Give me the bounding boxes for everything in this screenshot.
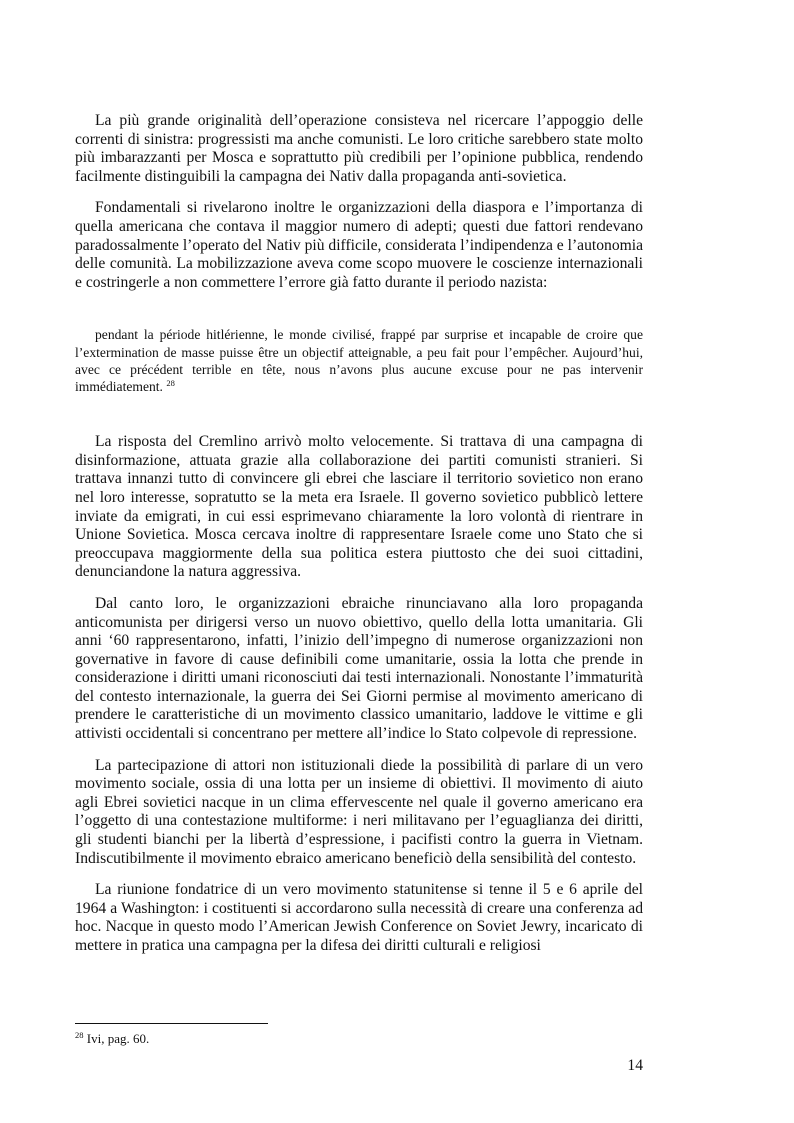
paragraph-4: Dal canto loro, le organizzazioni ebraiche rinunciavano alla loro propaganda anticomunista per dirigersi verso un nuovo obiettivo, quello della lotta umanitaria. Gli anni ‘60 rappresentarono, infatti, l’inizio dell’impegno di numerose organizzazioni non governative in favore di cause definibili come umanitarie, ossia la lotta che prende in considerazione i diritti umani riconosciuti dai testi internazionali. Nonostante l’immaturità del contesto internazionale, la guerra dei Sei Giorni permise al movimento americano di prendere le caratteristiche di un movimento classico umanitario, laddove le vittime e gli attivisti occidentali si concentrano per mettere all’indice lo Stato colpevole di repressione. <box>75 594 643 743</box>
quote-text: pendant la période hitlérienne, le monde civilisé, frappé par surprise et incapable de croire que l’extermination de masse puisse être un objectif atteignable, a peu fait pour l’empêcher. Aujourd’hui, avec ce précédent terrible en tête, nous n’avons plus aucune excuse pour ne pas intervenir immédiatement. <box>75 327 643 394</box>
paragraph-2: Fondamentali si rivelarono inoltre le organizzazioni della diaspora e l’importanza di quella americana che contava il maggior numero di adepti; questi due fattori rendevano paradossalmente l’operato del Nativ più difficile, considerata l’indipendenza e l’autonomia delle comunità. La mobilizzazione aveva come scopo muovere le coscienze internazionali e costringerle a non commettere l’errore già fatto durante il periodo nazista: <box>75 199 643 291</box>
page-body <box>75 112 643 969</box>
footnote-reference[interactable]: 28 <box>166 377 175 388</box>
paragraph-1: La più grande originalità dell’operazione consisteva nel ricercare l’appoggio delle correnti di sinistra: progressisti ma anche comunisti. Le loro critiche sarebbero state molto più imbarazzanti per Mosca e soprattutto più credibili per l’opinione pubblica, rendendo facilmente distinguibili la campagna dei Nativ dalla propaganda anti-sovietica. <box>75 112 643 185</box>
paragraph-6: La riunione fondatrice di un vero movimento statunitense si tenne il 5 e 6 aprile del 1964 a Washington: i costituenti si accordarono sulla necessità di creare una conferenza ad hoc. Nacque in questo modo l’American Jewish Conference on Soviet Jewry, incaricato di mettere in pratica una campagna per la difesa dei diritti culturali e religiosi <box>75 881 643 954</box>
page-number: 14 <box>627 1057 643 1074</box>
footnote-separator <box>75 1023 268 1024</box>
footnote-number: 28 <box>75 1030 84 1040</box>
paragraph-3: La risposta del Cremlino arrivò molto velocemente. Si trattava di una campagna di disinformazione, attuata grazie alla collaborazione dei partiti comunisti stranieri. Si trattava innanzi tutto di convincere gli ebrei che lasciare il territorio sovietico non erano nel loro interesse, sopratutto se la meta era Israele. Il governo sovietico pubblicò lettere inviate da emigrati, in cui essi esprimevano chiaramente la loro volontà di rientrare in Unione Sovietica. Mosca cercava inoltre di rappresentare Israele come uno Stato che si preoccupava maggiormente della sua politica estera piuttosto che dei suoi cittadini, denunciandone la natura aggressiva. <box>75 433 643 581</box>
paragraph-5: La partecipazione di attori non istituzionali diede la possibilità di parlare di un vero movimento sociale, ossia di una lotta per un insieme di obiettivi. Il movimento di aiuto agli Ebrei sovietici nacque in un clima effervescente nel quale il governo americano era l’oggetto di una contestazione multiforme: i neri militavano per l’eguaglianza dei diritti, gli studenti bianchi per la libertà d’espressione, i pacifisti contro la guerra in Vietnam. Indiscutibilmente il movimento ebraico americano beneficiò della sensibilità del contesto. <box>75 756 643 867</box>
footnote-text: Ivi, pag. 60. <box>86 1031 150 1046</box>
footnote <box>75 1031 149 1047</box>
block-quote <box>75 326 643 395</box>
